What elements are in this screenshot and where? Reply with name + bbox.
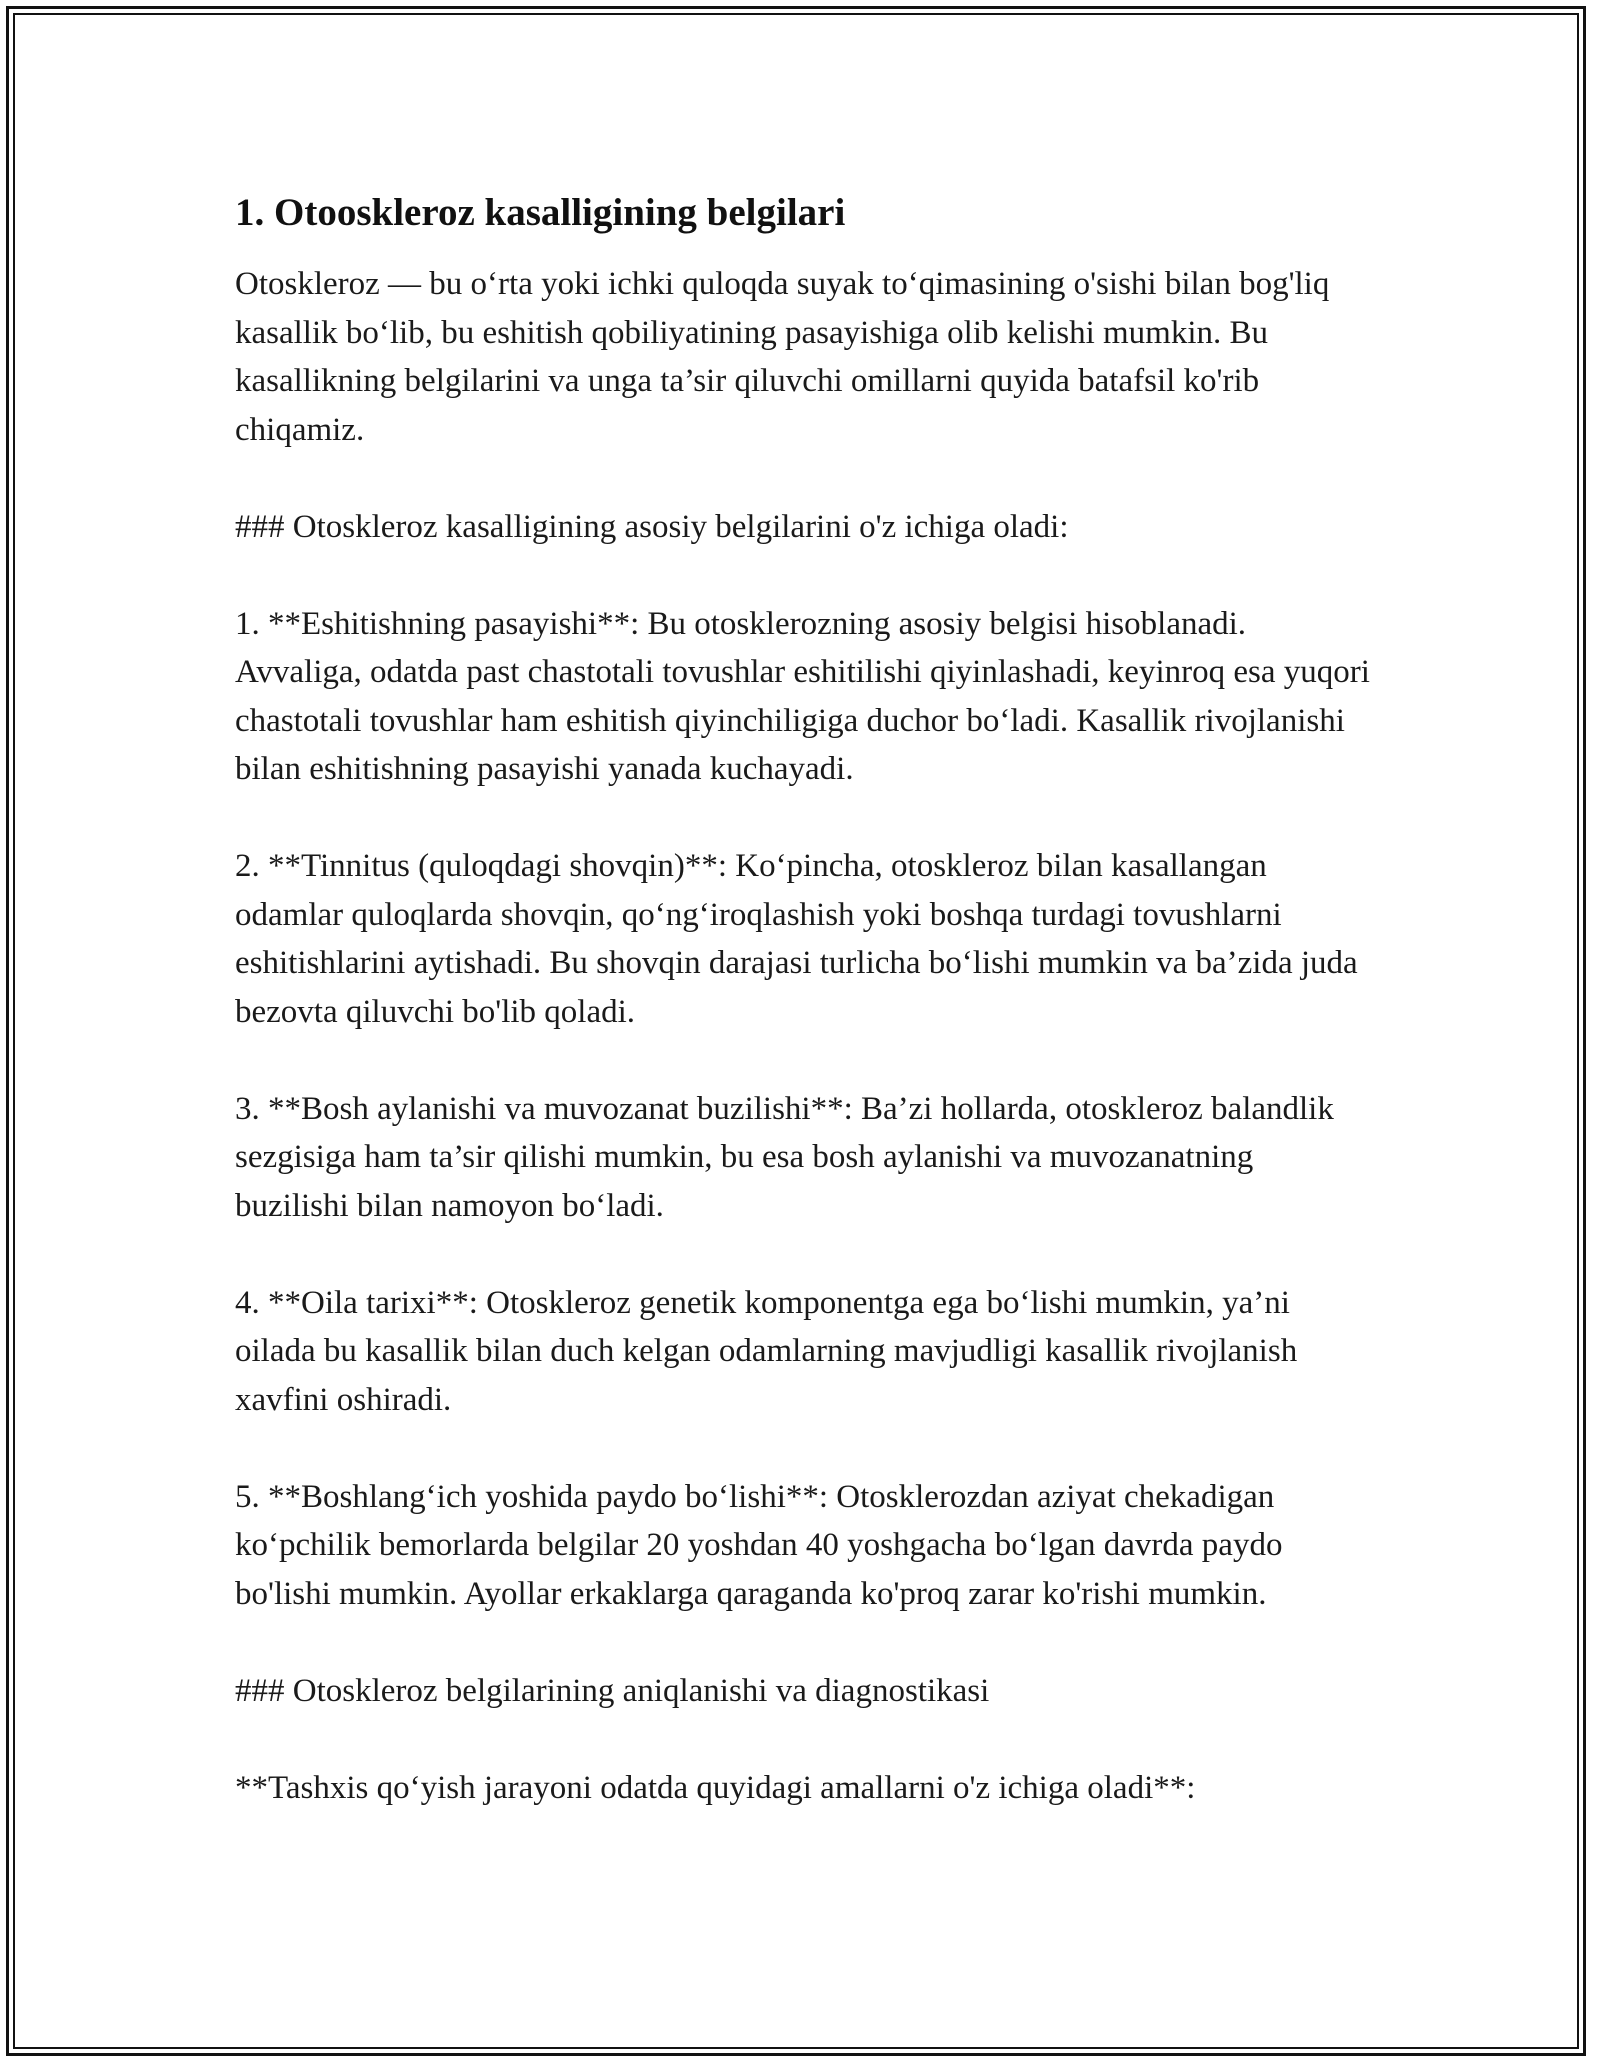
section-heading-symptoms: ### Otoskleroz kasalligining asosiy belgilarini o'z ichiga oladi: — [235, 508, 1069, 545]
section-heading-diagnosis: ### Otoskleroz belgilarining aniqlanishi va diagnostikasi — [235, 1672, 990, 1709]
intro-paragraph: Otoskleroz — bu o‘rta yoki ichki quloqda suyak to‘qimasining o'sishi bilan bog'liq kasallik bo‘lib, bu eshitish qobiliyatining pasayishiga olib kelishi mumkin. Bu kasallikning belgilarini va unga ta’sir qiluvchi omillarni quyida batafsil ko'rib chiqamiz. — [235, 266, 1330, 448]
document-title: 1. Otooskleroz kasalligining belgilari — [235, 191, 846, 234]
symptom-tinnitus: 2. **Tinnitus (quloqdagi shovqin)**: Ko‘pincha, otoskleroz bilan kasallangan odamlar quloqlarda shovqin, qo‘ng‘iroqlashish yoki boshqa turdagi tovushlarni eshitishlarini aytishadi. Bu shovqin darajasi turlicha bo‘lishi mumkin va ba’zida juda bezovta qiluvchi bo'lib qoladi. — [235, 848, 1358, 1030]
diagnosis-intro: **Tashxis qo‘yish jarayoni odatda quyidagi amallarni o'z ichiga oladi**: — [235, 1769, 1196, 1806]
symptom-dizziness: 3. **Bosh aylanishi va muvozanat buzilishi**: Ba’zi hollarda, otoskleroz balandlik sezgisiga ham ta’sir qilishi mumkin, bu esa bosh aylanishi va muvozanatning buzilishi bilan namoyon bo‘ladi. — [235, 1090, 1334, 1224]
symptom-family-history: 4. **Oila tarixi**: Otoskleroz genetik komponentga ega bo‘lishi mumkin, ya’ni oilada bu kasallik bilan duch kelgan odamlarning mavjudligi kasallik rivojlanish xavfini oshiradi. — [235, 1284, 1298, 1418]
symptom-onset-age: 5. **Boshlang‘ich yoshida paydo bo‘lishi**: Otosklerozdan aziyat chekadigan ko‘pchilik bemorlarda belgilar 20 yoshdan 40 yoshgacha bo‘lgan davrda paydo bo'lishi mumkin. Ayollar erkaklarga qaraganda ko'proq zarar ko'rishi mumkin. — [235, 1478, 1283, 1612]
symptom-hearing-loss: 1. **Eshitishning pasayishi**: Bu otosklerozning asosiy belgisi hisoblanadi. Avvaliga, odatda past chastotali tovushlar eshitilishi qiyinlashadi, keyinroq esa yuqori chastotali tovushlar ham eshitish qiyinchiligiga duchor bo‘ladi. Kasallik rivojlanishi bilan eshitishning pasayishi yanada kuchayadi. — [235, 605, 1370, 787]
document-body — [235, 188, 1375, 1861]
